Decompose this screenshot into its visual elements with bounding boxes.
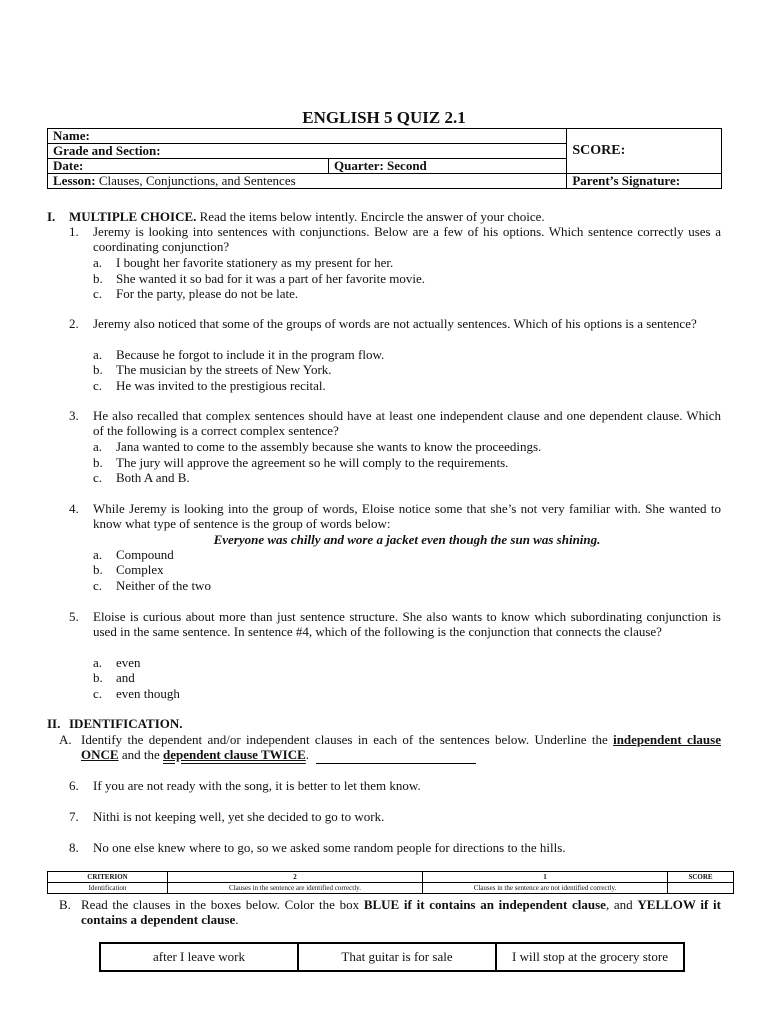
underline-rule xyxy=(316,763,476,764)
q2-option-c-letter: c. xyxy=(93,378,103,393)
item8-sentence[interactable]: No one else knew where to go, so we asked some random people for directions to the hills. xyxy=(93,840,566,855)
q4-option-a-letter: a. xyxy=(93,547,103,562)
part2-heading: IDENTIFICATION. xyxy=(69,716,183,731)
part1-instructions: MULTIPLE CHOICE. Read the items below intently. Encircle the answer of your choice. xyxy=(69,209,545,224)
part2-numeral: II. xyxy=(47,716,61,731)
q5-text: Eloise is curious about more than just sentence structure. She also wants to know which subordinating conjunction is used in the same sentence. In sentence #4, which of the following is the conjunction that connects the clause? xyxy=(93,609,721,640)
item6-sentence[interactable]: If you are not ready with the song, it is better to let them know. xyxy=(93,778,421,793)
rubric-header-1: 1 xyxy=(423,872,668,883)
q3-option-b-letter: b. xyxy=(93,455,103,470)
rubric-header-2: 2 xyxy=(168,872,423,883)
rubric-header-row xyxy=(48,872,734,883)
q2-option-a[interactable]: Because he forgot to include it in the program flow. xyxy=(116,347,385,362)
q2-option-b[interactable]: The musician by the streets of New York. xyxy=(116,362,332,377)
rubric-level-2: Clauses in the sentence are identified correctly. xyxy=(168,883,423,894)
quarter-field: Quarter: Second xyxy=(329,159,567,174)
part2b-letter: B. xyxy=(59,897,71,912)
q3-text: He also recalled that complex sentences should have at least one independent clause and one dependent clause. Which of the following is a correct complex sentence? xyxy=(93,408,721,439)
q3-option-a[interactable]: Jana wanted to come to the assembly because she wants to know the proceedings. xyxy=(116,439,542,454)
date-field[interactable]: Date: xyxy=(48,159,329,174)
item6-number: 6. xyxy=(69,778,79,793)
q5-number: 5. xyxy=(69,609,79,624)
part2b-instructions: Read the clauses in the boxes below. Color the box BLUE if it contains an independent clause, and YELLOW if it contains a dependent clause. xyxy=(81,897,722,928)
parent-signature-field[interactable]: Parent’s Signature: xyxy=(567,174,722,189)
q1-option-c-letter: c. xyxy=(93,286,103,301)
q2-option-a-letter: a. xyxy=(93,347,103,362)
rubric-header-score: SCORE xyxy=(668,872,734,883)
item8-number: 8. xyxy=(69,840,79,855)
q4-option-b-letter: b. xyxy=(93,562,103,577)
q3-option-c-letter: c. xyxy=(93,470,103,485)
rubric-header-criterion: CRITERION xyxy=(48,872,168,883)
q2-option-c[interactable]: He was invited to the prestigious recital. xyxy=(116,378,326,393)
item7-sentence[interactable]: Nithi is not keeping well, yet she decided to go to work. xyxy=(93,809,385,824)
q5-option-b[interactable]: and xyxy=(116,670,135,685)
q3-option-b[interactable]: The jury will approve the agreement so he will comply to the requirements. xyxy=(116,455,509,470)
q2-text: Jeremy also noticed that some of the groups of words are not actually sentences. Which of his options is a sentence? xyxy=(93,316,697,331)
q4-example-sentence: Everyone was chilly and wore a jacket even though the sun was shining. xyxy=(213,532,601,547)
rubric-row xyxy=(48,883,734,894)
q1-number: 1. xyxy=(69,224,79,239)
q1-option-a-letter: a. xyxy=(93,255,103,270)
clause-box-3[interactable]: I will stop at the grocery store xyxy=(496,943,684,971)
rubric-table xyxy=(47,871,734,894)
q3-option-a-letter: a. xyxy=(93,439,103,454)
clause-box-1[interactable]: after I leave work xyxy=(100,943,298,971)
rubric-level-1: Clauses in the sentence are not identified correctly. xyxy=(423,883,668,894)
q1-option-b-letter: b. xyxy=(93,271,103,286)
q3-number: 3. xyxy=(69,408,79,423)
q4-number: 4. xyxy=(69,501,79,516)
q1-option-c[interactable]: For the party, please do not be late. xyxy=(116,286,299,301)
part2a-letter: A. xyxy=(59,732,72,747)
q4-option-b[interactable]: Complex xyxy=(116,562,164,577)
rubric-score-cell[interactable] xyxy=(668,883,734,894)
q1-text: Jeremy is looking into sentences with conjunctions. Below are a few of his options. Which sentence correctly uses a coordinating conjunction? xyxy=(93,224,721,255)
grade-section-field[interactable]: Grade and Section: xyxy=(48,144,567,159)
q4-option-c[interactable]: Neither of the two xyxy=(116,578,211,593)
item7-number: 7. xyxy=(69,809,79,824)
q2-option-b-letter: b. xyxy=(93,362,103,377)
rubric-criterion: Identification xyxy=(48,883,168,894)
clause-box-2[interactable]: That guitar is for sale xyxy=(298,943,496,971)
q5-option-c[interactable]: even though xyxy=(116,686,180,701)
score-box[interactable]: SCORE: xyxy=(567,129,722,174)
q4-option-a[interactable]: Compound xyxy=(116,547,174,562)
q4-text: While Jeremy is looking into the group of words, Eloise notice some that she’s not very familiar with. She wanted to know what type of sentence is the group of words below: xyxy=(93,501,721,532)
q5-option-a[interactable]: even xyxy=(116,655,141,670)
q5-option-c-letter: c. xyxy=(93,686,103,701)
part2a-instructions: Identify the dependent and/or independent clauses in each of the sentences below. Underline the independent clause ONCE and the dependent clause TWICE. xyxy=(81,732,721,763)
lesson-field: Lesson: Clauses, Conjunctions, and Sentences xyxy=(48,174,567,189)
q5-option-b-letter: b. xyxy=(93,670,103,685)
q1-option-b[interactable]: She wanted it so bad for it was a part of her favorite movie. xyxy=(116,271,426,286)
q5-option-a-letter: a. xyxy=(93,655,103,670)
quiz-title: ENGLISH 5 QUIZ 2.1 xyxy=(302,108,466,127)
part1-numeral: I. xyxy=(47,209,56,224)
student-info-table xyxy=(47,128,722,189)
clause-boxes xyxy=(99,942,685,972)
q1-option-a[interactable]: I bought her favorite stationery as my present for her. xyxy=(116,255,394,270)
q4-option-c-letter: c. xyxy=(93,578,103,593)
name-field[interactable]: Name: xyxy=(48,129,567,144)
q3-option-c[interactable]: Both A and B. xyxy=(116,470,190,485)
q2-number: 2. xyxy=(69,316,79,331)
